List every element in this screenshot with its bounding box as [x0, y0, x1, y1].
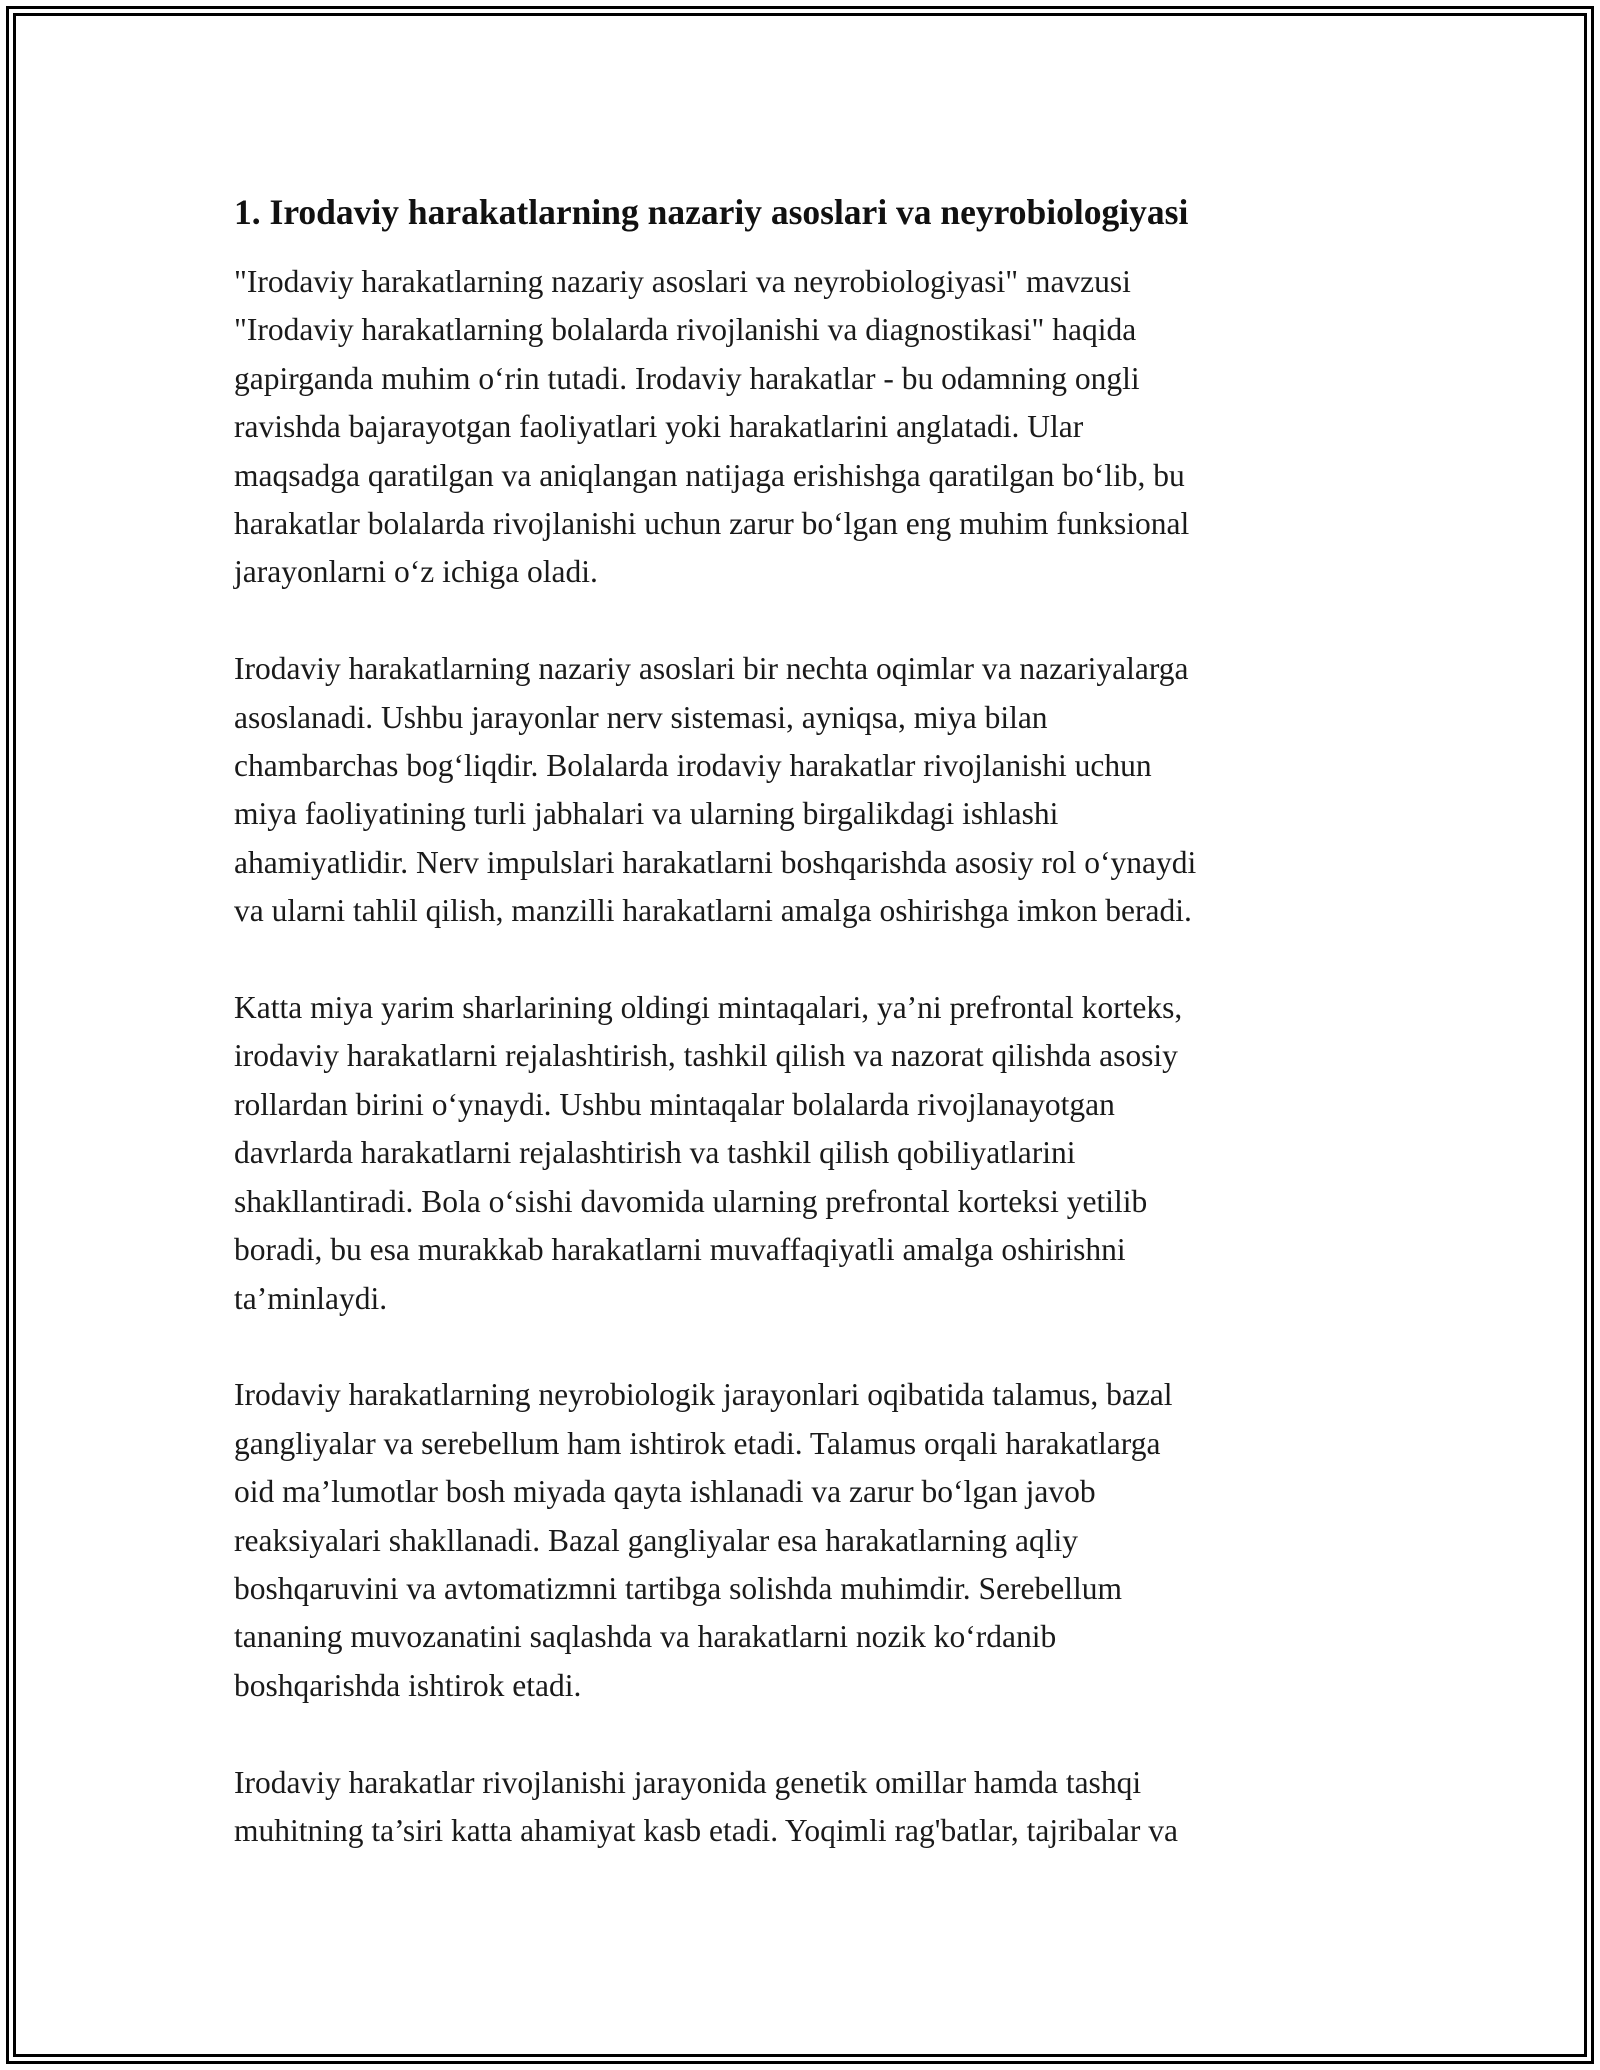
text-line: davrlarda harakatlarni rejalashtirish va tashkil qilish qobiliyatlarini	[234, 1135, 1076, 1171]
text-line: boshqarishda ishtirok etadi.	[234, 1667, 582, 1703]
paragraph-gap	[234, 597, 1374, 645]
text-line: Irodaviy harakatlarning nazariy asoslari bir nechta oqimlar va nazariyalarga	[234, 651, 1189, 687]
paragraph	[234, 984, 1374, 1323]
text-line: harakatlar bolalarda rivojlanishi uchun zarur bo‘lgan eng muhim funksional	[234, 506, 1190, 542]
text-line: Irodaviy harakatlar rivojlanishi jarayonida genetik omillar hamda tashqi	[234, 1764, 1142, 1800]
paragraph-gap	[234, 1323, 1374, 1371]
text-line: oid ma’lumotlar bosh miyada qayta ishlanadi va zarur bo‘lgan javob	[234, 1474, 1096, 1510]
text-line: irodaviy harakatlarni rejalashtirish, tashkil qilish va nazorat qilishda asosiy	[234, 1038, 1178, 1074]
text-line: va ularni tahlil qilish, manzilli harakatlarni amalga oshirishga imkon beradi.	[234, 893, 1192, 929]
text-line: Katta miya yarim sharlarining oldingi mintaqalari, ya’ni prefrontal korteks,	[234, 990, 1183, 1026]
text-line: asoslanadi. Ushbu jarayonlar nerv sistemasi, ayniqsa, miya bilan	[234, 699, 1048, 735]
text-line: "Irodaviy harakatlarning bolalarda rivojlanishi va diagnostikasi" haqida	[234, 312, 1137, 348]
text-line: "Irodaviy harakatlarning nazariy asoslari va neyrobiologiyasi" mavzusi	[234, 264, 1131, 299]
paragraph-gap	[234, 936, 1374, 984]
document-content	[234, 188, 1374, 1855]
text-line: ta’minlaydi.	[234, 1280, 388, 1316]
text-line: tananing muvozanatini saqlashda va harakatlarni nozik ko‘rdanib	[234, 1619, 1057, 1655]
paragraph	[234, 258, 1374, 597]
document-title: 1. Irodaviy harakatlarning nazariy asoslari va neyrobiologiyasi	[234, 192, 1189, 232]
text-line: shakllantiradi. Bola o‘sishi davomida ularning prefrontal korteksi yetilib	[234, 1183, 1148, 1219]
text-line: boshqaruvini va avtomatizmni tartibga solishda muhimdir. Serebellum	[234, 1570, 1122, 1606]
paragraph	[234, 645, 1374, 935]
text-line: reaksiyalari shakllanadi. Bazal gangliyalar esa harakatlarning aqliy	[234, 1522, 1079, 1558]
text-line: chambarchas bog‘liqdir. Bolalarda irodaviy harakatlar rivojlanishi uchun	[234, 748, 1152, 784]
text-line: jarayonlarni o‘z ichiga oladi.	[234, 554, 598, 590]
text-line: boradi, bu esa murakkab harakatlarni muvaffaqiyatli amalga oshirishni	[234, 1232, 1126, 1268]
text-line: Irodaviy harakatlarning neyrobiologik jarayonlari oqibatida talamus, bazal	[234, 1377, 1173, 1413]
paragraph	[234, 1759, 1374, 1856]
text-line: maqsadga qaratilgan va aniqlangan natijaga erishishga qaratilgan bo‘lib, bu	[234, 457, 1185, 493]
paragraph	[234, 1371, 1374, 1710]
text-line: rollardan birini o‘ynaydi. Ushbu mintaqalar bolalarda rivojlanayotgan	[234, 1086, 1115, 1122]
text-line: gapirganda muhim o‘rin tutadi. Irodaviy harakatlar - bu odamning ongli	[234, 360, 1140, 396]
text-line: gangliyalar va serebellum ham ishtirok etadi. Talamus orqali harakatlarga	[234, 1425, 1161, 1461]
text-line: ahamiyatlidir. Nerv impulslari harakatlarni boshqarishda asosiy rol o‘ynaydi	[234, 844, 1197, 880]
text-line: miya faoliyatining turli jabhalari va ularning birgalikdagi ishlashi	[234, 796, 1059, 832]
text-line: muhitning ta’siri katta ahamiyat kasb etadi. Yoqimli rag'batlar, tajribalar va	[234, 1812, 1178, 1848]
paragraph-gap	[234, 1710, 1374, 1758]
text-line: ravishda bajarayotgan faoliyatlari yoki harakatlarini anglatadi. Ular	[234, 409, 1084, 445]
